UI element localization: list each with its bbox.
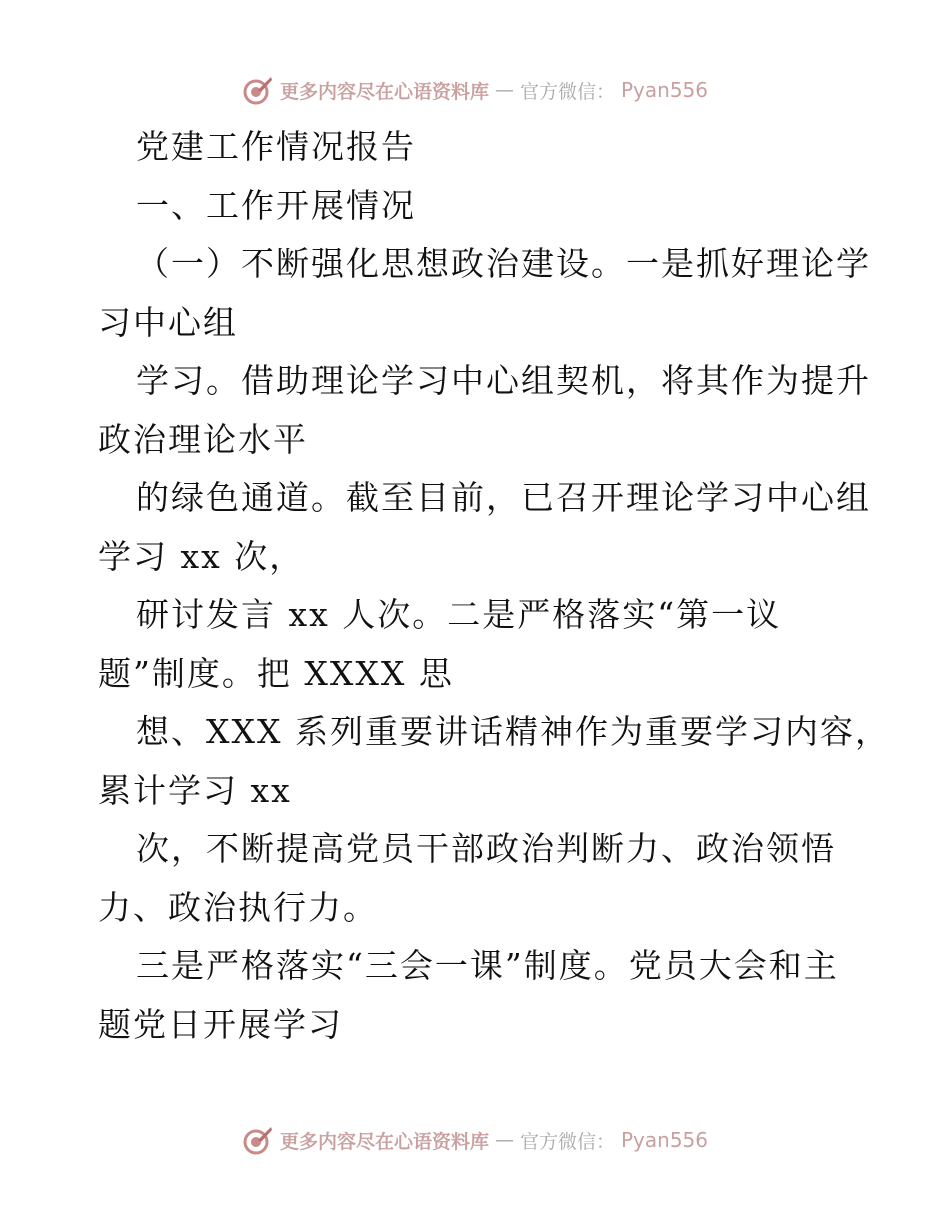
section-heading: 一、工作开展情况 bbox=[136, 185, 416, 225]
paragraph-line: 想、XXX 系列重要讲话精神作为重要学习内容， bbox=[136, 712, 890, 751]
watermark-wechat-id: Pyan556 bbox=[621, 1128, 709, 1152]
paragraph-line: 学习。借助理论学习中心组契机，将其作为提升 bbox=[136, 361, 871, 400]
paragraph-line: 学习 xx 次， bbox=[98, 536, 305, 576]
paragraph-line: 习中心组 bbox=[98, 302, 238, 342]
paragraph-line: 的绿色通道。截至目前，已召开理论学习中心组 bbox=[136, 478, 871, 517]
paragraph-line: 政治理论水平 bbox=[98, 419, 308, 459]
watermark-dash: — bbox=[494, 1129, 514, 1151]
watermark-official-label: 官方微信： bbox=[519, 80, 615, 103]
header-watermark bbox=[0, 72, 950, 108]
watermark-dash: — bbox=[494, 79, 514, 101]
document-title: 党建工作情况报告 bbox=[136, 127, 416, 166]
paragraph-line: 研讨发言 xx 人次。二是严格落实“第一议 bbox=[136, 595, 782, 634]
watermark-site-name: 更多内容尽在心语资料库 bbox=[279, 1130, 489, 1153]
footer-watermark bbox=[0, 1122, 950, 1158]
paragraph-line: 力、政治执行力。 bbox=[98, 887, 378, 927]
quill-circle-logo-icon bbox=[242, 1124, 274, 1156]
document-body bbox=[98, 118, 890, 1054]
paragraph-line: 累计学习 xx bbox=[98, 770, 292, 810]
paragraph-line: 三是严格落实“三会一课”制度。党员大会和主 bbox=[136, 946, 839, 985]
watermark-wechat-id: Pyan556 bbox=[621, 78, 709, 102]
paragraph-line: 题”制度。把 XXXX 思 bbox=[98, 653, 454, 693]
paragraph-line: 次，不断提高党员干部政治判断力、政治领悟 bbox=[136, 829, 836, 868]
paragraph-line: （一）不断强化思想政治建设。一是抓好理论学 bbox=[136, 244, 871, 283]
quill-circle-logo-icon bbox=[242, 74, 274, 106]
watermark-site-name: 更多内容尽在心语资料库 bbox=[279, 80, 489, 103]
watermark-official-label: 官方微信： bbox=[519, 1130, 615, 1153]
paragraph-line: 题党日开展学习 bbox=[98, 1004, 343, 1044]
